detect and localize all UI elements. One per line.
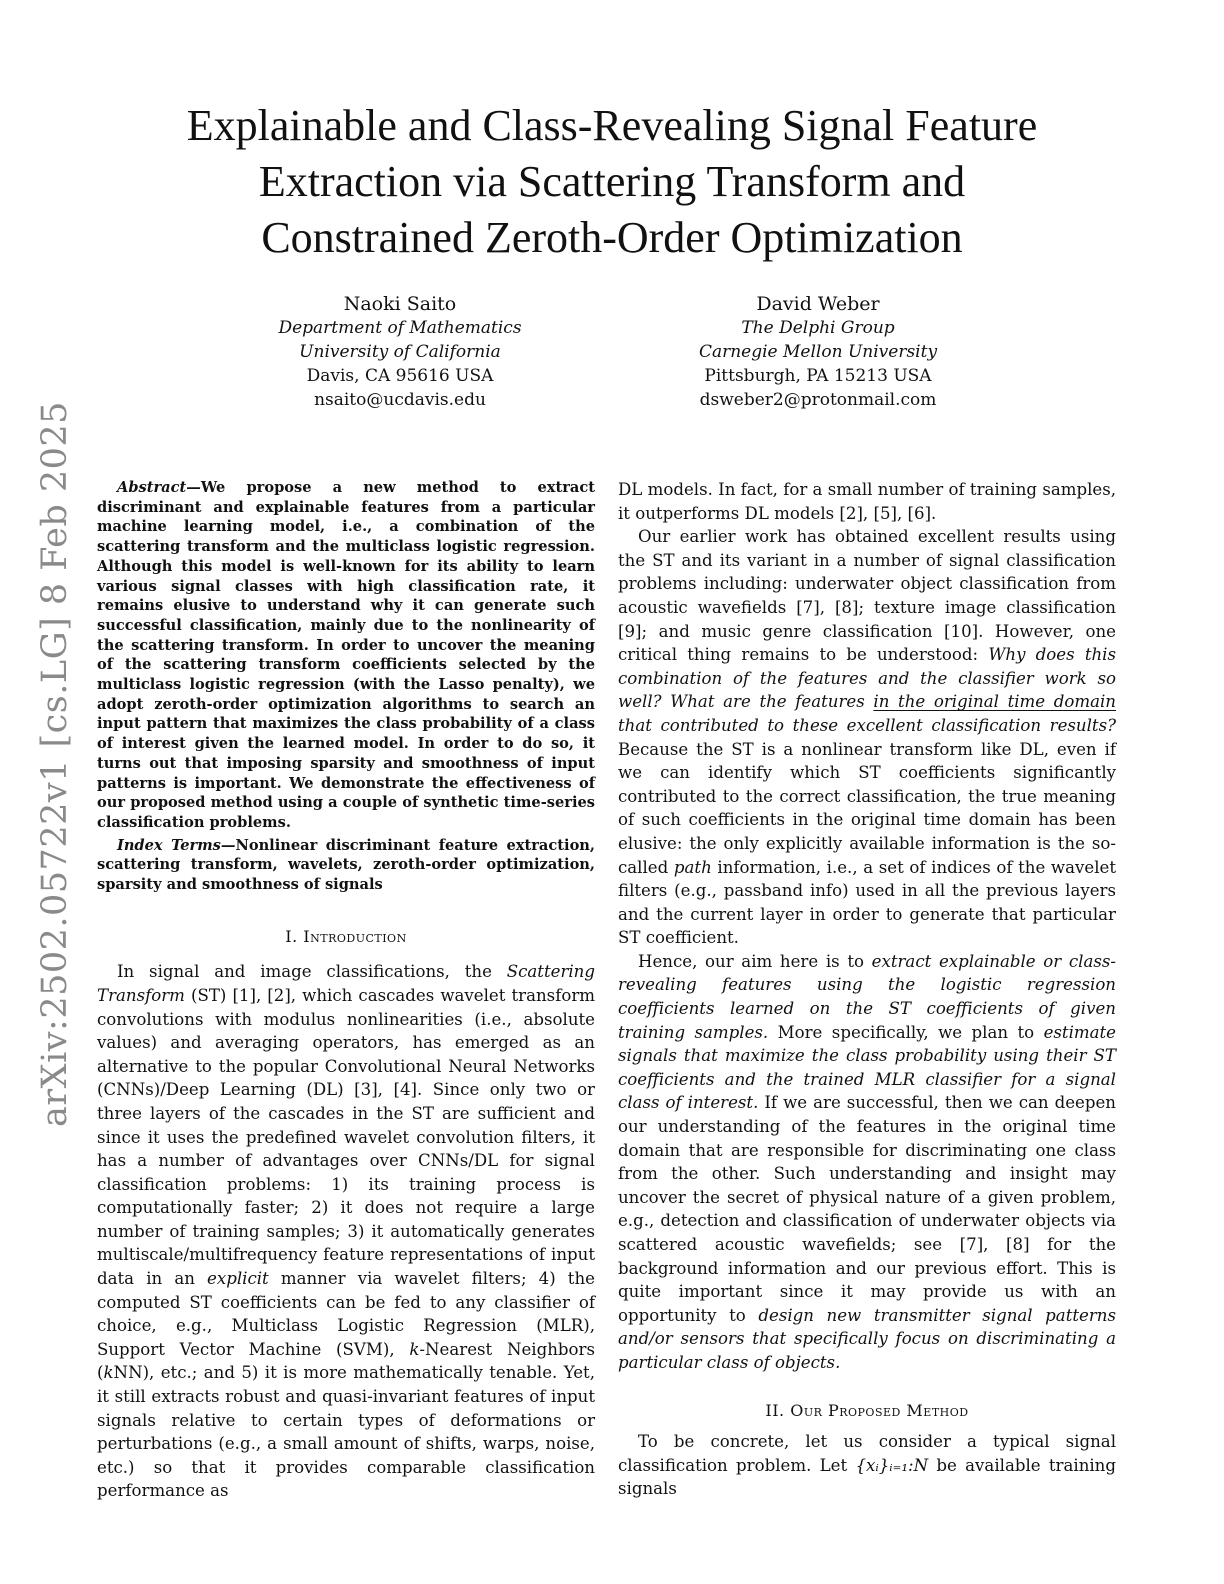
text-run: manner via wavelet filters; 4) the computed ST coefficients can be fed to any classifier of choice, e.g., Multiclass Logistic Regression (MLR), Support Vector Machine (SVM), (97, 1269, 595, 1359)
author-department: Department of Mathematics (278, 318, 522, 338)
arxiv-identifier-text: arXiv:2502.05722v1 [cs.LG] 8 Feb 2025 (35, 401, 76, 1127)
emphasis-text: k (103, 1363, 114, 1383)
text-run: To be concrete, let us consider a typical signal classification problem. Let (618, 1432, 1116, 1475)
title-line-3: Constrained Zeroth-Order Optimization (261, 213, 963, 262)
intro-paragraph-2 (618, 525, 1116, 950)
emphasis-text: estimate signals that maximize the class probability using their ST coefficients and the trained MLR classifier for a signal class of interest. (618, 1022, 1116, 1113)
right-column (618, 478, 1116, 1501)
intro-paragraph-1 (97, 960, 595, 1503)
intro-paragraph-1-continued: DL models. In fact, for a small number of training samples, it outperforms DL models [2], [5], [6]. (618, 480, 1116, 523)
text-run: be available training signals (618, 1455, 1116, 1499)
author-institution: University of California (299, 342, 501, 362)
index-terms (97, 836, 595, 895)
author-email: nsaito@ucdavis.edu (314, 390, 486, 410)
arxiv-identifier-stamp (28, 401, 82, 1127)
text-run: More specifically, we plan to (768, 1022, 1044, 1042)
title-line-2: Extraction via Scattering Transform and (258, 157, 966, 206)
emphasis-text: that contributed to these excellent classification results? (618, 715, 1116, 735)
abstract-lead: Abstract— (117, 479, 201, 496)
emphasis-text: design new transmitter signal patterns and/or sensors that specifically focus on discriminating a particular class of objects. (618, 1305, 1116, 1372)
author-department: The Delphi Group (741, 318, 895, 338)
text-run: Our earlier work has obtained excellent results using the ST and its variant in a number of signal classification problems including: underwater object classification from acoustic wavefields [7], [8]; texture image classification [9]; and music genre classification [10]. However, one critical thing remains to be understood: (618, 527, 1116, 665)
text-run: information, i.e., a set of indices of the wavelet filters (e.g., passband info) used in all the previous layers and the current layer in order to generate that particular ST coefficient. (618, 857, 1116, 948)
text-run: Hence, our aim here is to (638, 951, 872, 971)
emphasis-text: Why does this combination of the features and the classifier work so well? What are the features (618, 645, 1116, 712)
math-expression: {xᵢ}ᵢ₌₁:N (855, 1455, 929, 1475)
method-paragraph-1 (618, 1430, 1116, 1501)
emphasis-text: k (409, 1339, 420, 1359)
emphasis-text: extract explainable or class-revealing features using the logistic regression coefficients learned on the ST coefficients of given training samples. (618, 951, 1116, 1042)
text-run: -Nearest Neighbors ( (97, 1339, 595, 1383)
author-block-1 (250, 292, 550, 412)
abstract (97, 478, 595, 833)
section-heading-introduction: I. Introduction (285, 926, 407, 946)
author-block-2 (668, 292, 968, 412)
paper-title (100, 98, 1124, 266)
text-run: In signal and image classifications, the (117, 962, 507, 982)
author-location: Pittsburgh, PA 15213 USA (704, 366, 932, 386)
section-heading-proposed-method: II. Our Proposed Method (765, 1400, 969, 1420)
index-terms-lead: Index Terms— (117, 836, 236, 854)
author-name: Naoki Saito (343, 293, 457, 315)
author-location: Davis, CA 95616 USA (306, 366, 494, 386)
emphasis-text: explicit (207, 1269, 269, 1289)
author-institution: Carnegie Mellon University (698, 342, 938, 362)
text-run: NN), etc.; and 5) it is more mathematically tenable. Yet, it still extracts robust and quasi-invariant features of input signals relative to certain types of deformations or perturbations (e.g., a small amount of shifts, warps, noise, etc.) so that it provides comparable classification performance as (97, 1363, 595, 1501)
emphasis-text: Scattering Transform (97, 962, 595, 1005)
index-terms-text: Nonlinear discriminant feature extraction, scattering transform, wavelets, zeroth-order optimization, sparsity and smoothness of signals (97, 836, 595, 894)
author-name: David Weber (756, 293, 880, 315)
underlined-emphasis-text: in the original time domain (873, 692, 1116, 712)
text-run: (ST) [1], [2], which cascades wavelet transform convolutions with modulus nonlinearities (i.e., absolute values) and averaging operators, has emerged as an alternative to the popular Convolutional Neural Networks (CNNs)/Deep Learning (DL) [3], [4]. Since only two or three layers of the cascades in the ST are sufficient and since it uses the predefined wavelet convolution filters, it has a number of advantages over CNNs/DL for signal classification problems: 1) its training process is computationally faster; 2) it does not require a large number of training samples; 3) it automatically generates multiscale/multifrequency feature representations of input data in an (97, 985, 595, 1289)
intro-paragraph-3 (618, 950, 1116, 1375)
left-column (97, 478, 595, 1503)
emphasis-text: path (673, 857, 712, 877)
author-email: dsweber2@protonmail.com (699, 390, 937, 410)
text-run: If we are successful, then we can deepen our understanding of the features in the original time domain that are responsible for discriminating one class from the other. Such understanding and insight may uncover the secret of physical nature of a given problem, e.g., detection and classification of underwater objects via scattered acoustic wavefields; see [7], [8] for the background information and our previous effort. This is quite important since it may provide us with an opportunity to (618, 1093, 1116, 1325)
abstract-text: We propose a new method to extract discriminant and explainable features from a particular machine learning model, i.e., a combination of the scattering transform and the multiclass logistic regression. Although this model is well-known for its ability to learn various signal classes with high classification rate, it remains elusive to understand why it can generate such successful classification, mainly due to the nonlinearity of the scattering transform. In order to uncover the meaning of the scattering transform coefficients selected by the multiclass logistic regression (with the Lasso penalty), we adopt zeroth-order optimization algorithms to search an input pattern that maximizes the class probability of a class of interest given the learned model. In order to do so, it turns out that imposing sparsity and smoothness of input patterns is important. We demonstrate the effectiveness of our proposed method using a couple of synthetic time-series classification problems. (97, 479, 595, 831)
text-run: Because the ST is a nonlinear transform like DL, even if we can identify which ST coefficients significantly contributed to the correct classification, the true meaning of such coefficients in the original time domain has been elusive: the only explicitly available information is the so-called (618, 739, 1116, 877)
title-line-1: Explainable and Class-Revealing Signal Feature (186, 101, 1038, 150)
